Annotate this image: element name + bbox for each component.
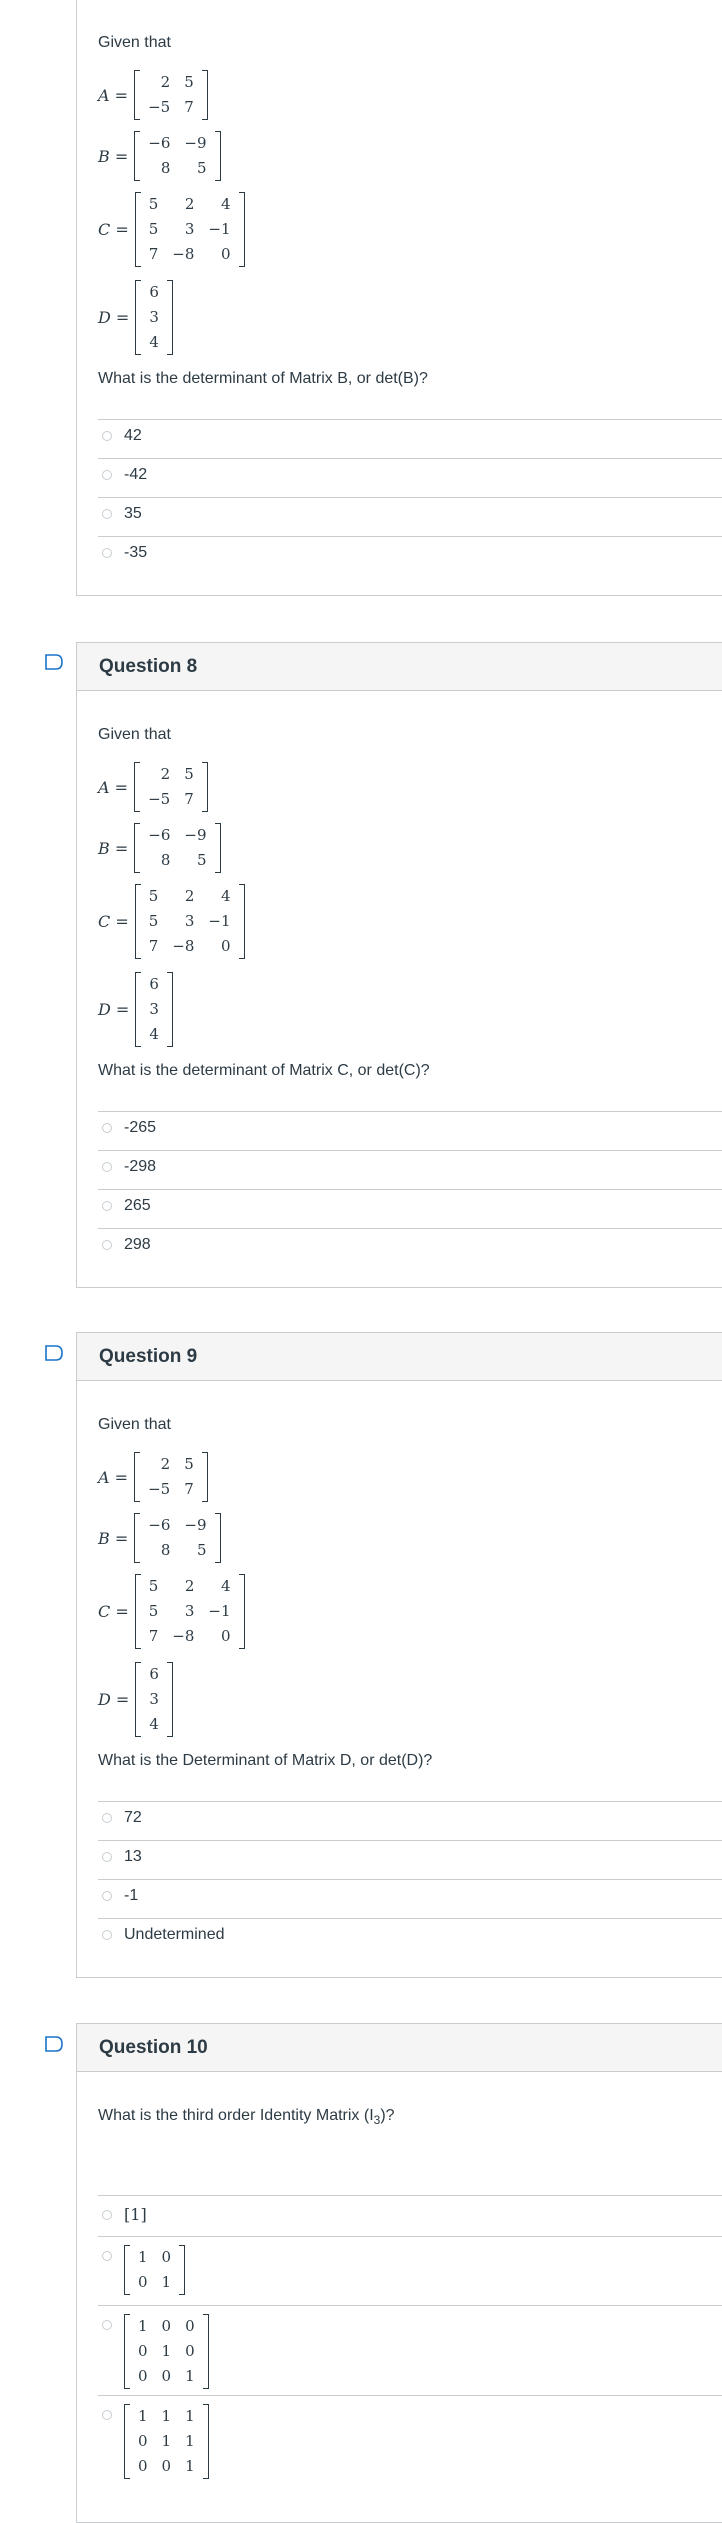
matrix-label: D = (98, 308, 130, 327)
divider (98, 1801, 722, 1802)
radio-button[interactable] (102, 1813, 112, 1823)
question-8-header (77, 643, 722, 691)
matrix-label: A = (98, 1467, 129, 1487)
matrix-a (98, 1452, 208, 1502)
bookmark-flag-icon[interactable] (44, 653, 64, 671)
matrix-cell: 3 (149, 308, 159, 326)
matrix-name: D (98, 1000, 111, 1019)
matrix-cell: −8 (172, 937, 195, 955)
matrix-label: C = (98, 220, 129, 239)
matrix-c (98, 1574, 245, 1649)
matrix-brackets (135, 884, 245, 959)
answer-option[interactable]: -1 (98, 1887, 138, 1905)
matrix-label: A = (98, 85, 129, 105)
answer-option[interactable]: 42 (98, 427, 142, 445)
matrix-c (98, 192, 245, 267)
divider (98, 2305, 722, 2306)
divider (98, 2236, 722, 2237)
matrix-cell: 3 (184, 220, 195, 238)
matrix-cell: 5 (148, 1577, 159, 1595)
answer-option[interactable]: 298 (98, 1236, 151, 1254)
matrix-cell: 1 (161, 2273, 172, 2291)
matrix-cell: −5 (148, 98, 171, 116)
question-title: Question 9 (99, 1345, 198, 1367)
matrix-label: C = (98, 912, 129, 931)
matrix-3x3 (124, 2314, 209, 2389)
radio-button[interactable] (102, 548, 112, 558)
radio-button[interactable] (102, 2251, 112, 2261)
matrix-brackets (135, 280, 173, 355)
answer-option[interactable]: 265 (98, 1197, 151, 1215)
matrix-cell: 4 (149, 333, 159, 351)
answer-option[interactable]: 72 (98, 1809, 142, 1827)
matrix-brackets (135, 1574, 245, 1649)
matrix-brackets (134, 1513, 220, 1563)
matrix-cell: −1 (208, 1602, 231, 1620)
matrix-cell: 0 (221, 937, 231, 955)
matrix-cell: −6 (148, 134, 171, 152)
matrix-cell: −9 (184, 1516, 207, 1534)
matrix-cell: 5 (184, 1455, 194, 1473)
matrix-cell: 5 (196, 159, 207, 177)
matrix-1x1: [1] (124, 2205, 147, 2224)
matrix-cell: 0 (138, 2273, 148, 2291)
matrix-cell: 0 (161, 2248, 172, 2266)
divider (98, 2195, 722, 2196)
question-8-card (76, 642, 722, 1288)
matrix-cell: 2 (184, 887, 195, 905)
question-10-header (77, 2024, 722, 2072)
matrix-label: D = (98, 1690, 130, 1709)
bookmark-flag-icon[interactable] (44, 2035, 64, 2053)
matrix-cell: 2 (160, 1455, 171, 1473)
matrix-cell: 0 (138, 2367, 148, 2385)
matrix-d (98, 972, 173, 1047)
matrix-cell: 4 (221, 1577, 231, 1595)
matrix-brackets (124, 2245, 185, 2295)
matrix-cell: 3 (184, 912, 195, 930)
matrix-cell: 2 (184, 1577, 195, 1595)
radio-button[interactable] (102, 1891, 112, 1901)
matrix-c (98, 884, 245, 959)
matrix-cell: 0 (185, 2317, 195, 2335)
matrix-name: C (98, 912, 111, 931)
matrix-cell: 4 (221, 887, 231, 905)
answer-option[interactable]: Undetermined (98, 1926, 225, 1944)
matrix-d (98, 1662, 173, 1737)
matrix-cell: 8 (160, 1541, 171, 1559)
matrix-a (98, 762, 208, 812)
matrix-brackets (134, 70, 208, 120)
question-title: Question 8 (99, 655, 198, 677)
divider (98, 419, 722, 420)
matrix-cell: −5 (148, 790, 171, 808)
divider (98, 2395, 722, 2396)
matrix-cell: 1 (185, 2432, 195, 2450)
matrix-brackets (135, 192, 245, 267)
bookmark-flag-icon[interactable] (44, 1344, 64, 1362)
matrix-name: B (98, 146, 110, 166)
matrix-label: C = (98, 1602, 129, 1621)
matrix-cell: 0 (221, 1627, 231, 1645)
radio-button[interactable] (102, 431, 112, 441)
answer-option[interactable] (98, 2205, 147, 2224)
matrix-brackets (124, 2404, 209, 2479)
matrix-3x3 (124, 2404, 209, 2479)
divider (98, 1918, 722, 1919)
matrix-cell: 1 (161, 2432, 172, 2450)
answer-option[interactable] (98, 2245, 185, 2295)
matrix-cell: 6 (149, 1665, 159, 1683)
matrix-brackets (134, 131, 220, 181)
given-text: Given that (98, 34, 171, 51)
matrix-name: A (98, 1467, 110, 1487)
divider (98, 1840, 722, 1841)
divider (98, 1189, 722, 1190)
question-8-prompt: What is the determinant of Matrix C, or det(C)? (98, 1062, 430, 1079)
matrix-cell: 5 (148, 1602, 159, 1620)
matrix-cell: 7 (148, 1627, 159, 1645)
matrix-b (98, 131, 221, 181)
matrix-cell: 7 (184, 98, 194, 116)
matrix-cell: 0 (138, 2342, 148, 2360)
matrix-cell: 0 (221, 245, 231, 263)
matrix-cell: 5 (148, 220, 159, 238)
answer-option[interactable]: -42 (98, 466, 147, 484)
matrix-cell: 1 (138, 2407, 148, 2425)
divider (98, 1111, 722, 1112)
matrix-cell: 5 (196, 851, 207, 869)
matrix-cell: 0 (185, 2342, 195, 2360)
radio-button[interactable] (102, 2410, 112, 2420)
matrix-cell: 8 (160, 159, 171, 177)
matrix-cell: 1 (161, 2342, 172, 2360)
question-title: Question 10 (99, 2036, 208, 2058)
matrix-cell: −1 (208, 912, 231, 930)
radio-button[interactable] (102, 1240, 112, 1250)
matrix-cell: 7 (148, 245, 159, 263)
matrix-brackets (134, 762, 208, 812)
divider (98, 1228, 722, 1229)
matrix-name: D (98, 1690, 111, 1709)
radio-button[interactable] (102, 1852, 112, 1862)
matrix-cell: 2 (184, 195, 195, 213)
matrix-label: A = (98, 777, 129, 797)
matrix-cell: 4 (221, 195, 231, 213)
matrix-cell: 3 (149, 1000, 159, 1018)
matrix-cell: 0 (161, 2367, 172, 2385)
matrix-cell: 5 (148, 912, 159, 930)
matrix-cell: 0 (161, 2457, 172, 2475)
matrix-cell: 5 (148, 195, 159, 213)
matrix-cell: 4 (149, 1025, 159, 1043)
matrix-cell: 5 (148, 887, 159, 905)
matrix-name: C (98, 220, 111, 239)
matrix-cell: 7 (184, 1480, 194, 1498)
matrix-brackets (135, 1662, 173, 1737)
divider (98, 1879, 722, 1880)
matrix-cell: 7 (148, 937, 159, 955)
matrix-name: B (98, 838, 110, 858)
matrix-cell: 3 (149, 1690, 159, 1708)
answer-option[interactable]: -298 (98, 1158, 156, 1176)
matrix-brackets (135, 972, 173, 1047)
matrix-cell: 1 (161, 2407, 172, 2425)
divider (98, 536, 722, 537)
matrix-cell: 2 (160, 765, 171, 783)
matrix-brackets (124, 2314, 209, 2389)
matrix-cell: 5 (184, 765, 194, 783)
question-9-prompt: What is the Determinant of Matrix D, or det(D)? (98, 1752, 433, 1769)
matrix-cell: 3 (184, 1602, 195, 1620)
matrix-cell: 1 (138, 2248, 148, 2266)
answer-option[interactable]: 35 (98, 505, 142, 523)
matrix-brackets (134, 823, 220, 873)
radio-button[interactable] (102, 1930, 112, 1940)
radio-button[interactable] (102, 509, 112, 519)
matrix-a (98, 70, 208, 120)
matrix-name: B (98, 1528, 110, 1548)
matrix-cell: −8 (172, 245, 195, 263)
matrix-cell: −8 (172, 1627, 195, 1645)
matrix-cell: 0 (138, 2432, 148, 2450)
matrix-cell: −5 (148, 1480, 171, 1498)
given-text: Given that (98, 1416, 171, 1433)
matrix-cell: −9 (184, 134, 207, 152)
given-text: Given that (98, 726, 171, 743)
matrix-cell: 5 (196, 1541, 207, 1559)
matrix-cell: 1 (185, 2457, 195, 2475)
matrix-b (98, 1513, 221, 1563)
matrix-name: D (98, 308, 111, 327)
matrix-cell: −1 (208, 220, 231, 238)
answer-option[interactable] (98, 2314, 209, 2389)
matrix-brackets (134, 1452, 208, 1502)
matrix-cell: 1 (185, 2367, 195, 2385)
question-9-header (77, 1333, 722, 1381)
divider (98, 458, 722, 459)
answer-option[interactable]: 13 (98, 1848, 142, 1866)
matrix-2x2 (124, 2245, 185, 2295)
matrix-cell: 2 (160, 73, 171, 91)
matrix-name: A (98, 85, 110, 105)
matrix-cell: 1 (138, 2317, 148, 2335)
answer-option[interactable] (98, 2404, 209, 2479)
matrix-label: D = (98, 1000, 130, 1019)
matrix-cell: 7 (184, 790, 194, 808)
matrix-label: B = (98, 146, 129, 166)
radio-button[interactable] (102, 2320, 112, 2330)
radio-button[interactable] (102, 470, 112, 480)
question-10-prompt: What is the third order Identity Matrix $(I_3)$? (98, 2107, 395, 2128)
matrix-cell: 8 (160, 851, 171, 869)
matrix-cell: 6 (149, 283, 159, 301)
matrix-cell: 1 (185, 2407, 195, 2425)
matrix-cell: 6 (149, 975, 159, 993)
matrix-d (98, 280, 173, 355)
answer-option[interactable]: -35 (98, 544, 147, 562)
matrix-label: B = (98, 838, 129, 858)
divider (98, 1150, 722, 1151)
radio-button[interactable] (102, 1162, 112, 1172)
matrix-cell: 4 (149, 1715, 159, 1733)
question-7-prompt: What is the determinant of Matrix B, or det(B)? (98, 370, 428, 387)
radio-button[interactable] (102, 1123, 112, 1133)
matrix-name: C (98, 1602, 111, 1621)
matrix-cell: 0 (138, 2457, 148, 2475)
divider (98, 497, 722, 498)
matrix-b (98, 823, 221, 873)
radio-button[interactable] (102, 2210, 112, 2220)
radio-button[interactable] (102, 1201, 112, 1211)
matrix-cell: 5 (184, 73, 194, 91)
matrix-cell: 0 (161, 2317, 172, 2335)
answer-option[interactable]: -265 (98, 1119, 156, 1137)
question-9-card (76, 1332, 722, 1978)
matrix-cell: −9 (184, 826, 207, 844)
matrix-cell: −6 (148, 826, 171, 844)
matrix-name: A (98, 777, 110, 797)
matrix-label: B = (98, 1528, 129, 1548)
matrix-cell: −6 (148, 1516, 171, 1534)
